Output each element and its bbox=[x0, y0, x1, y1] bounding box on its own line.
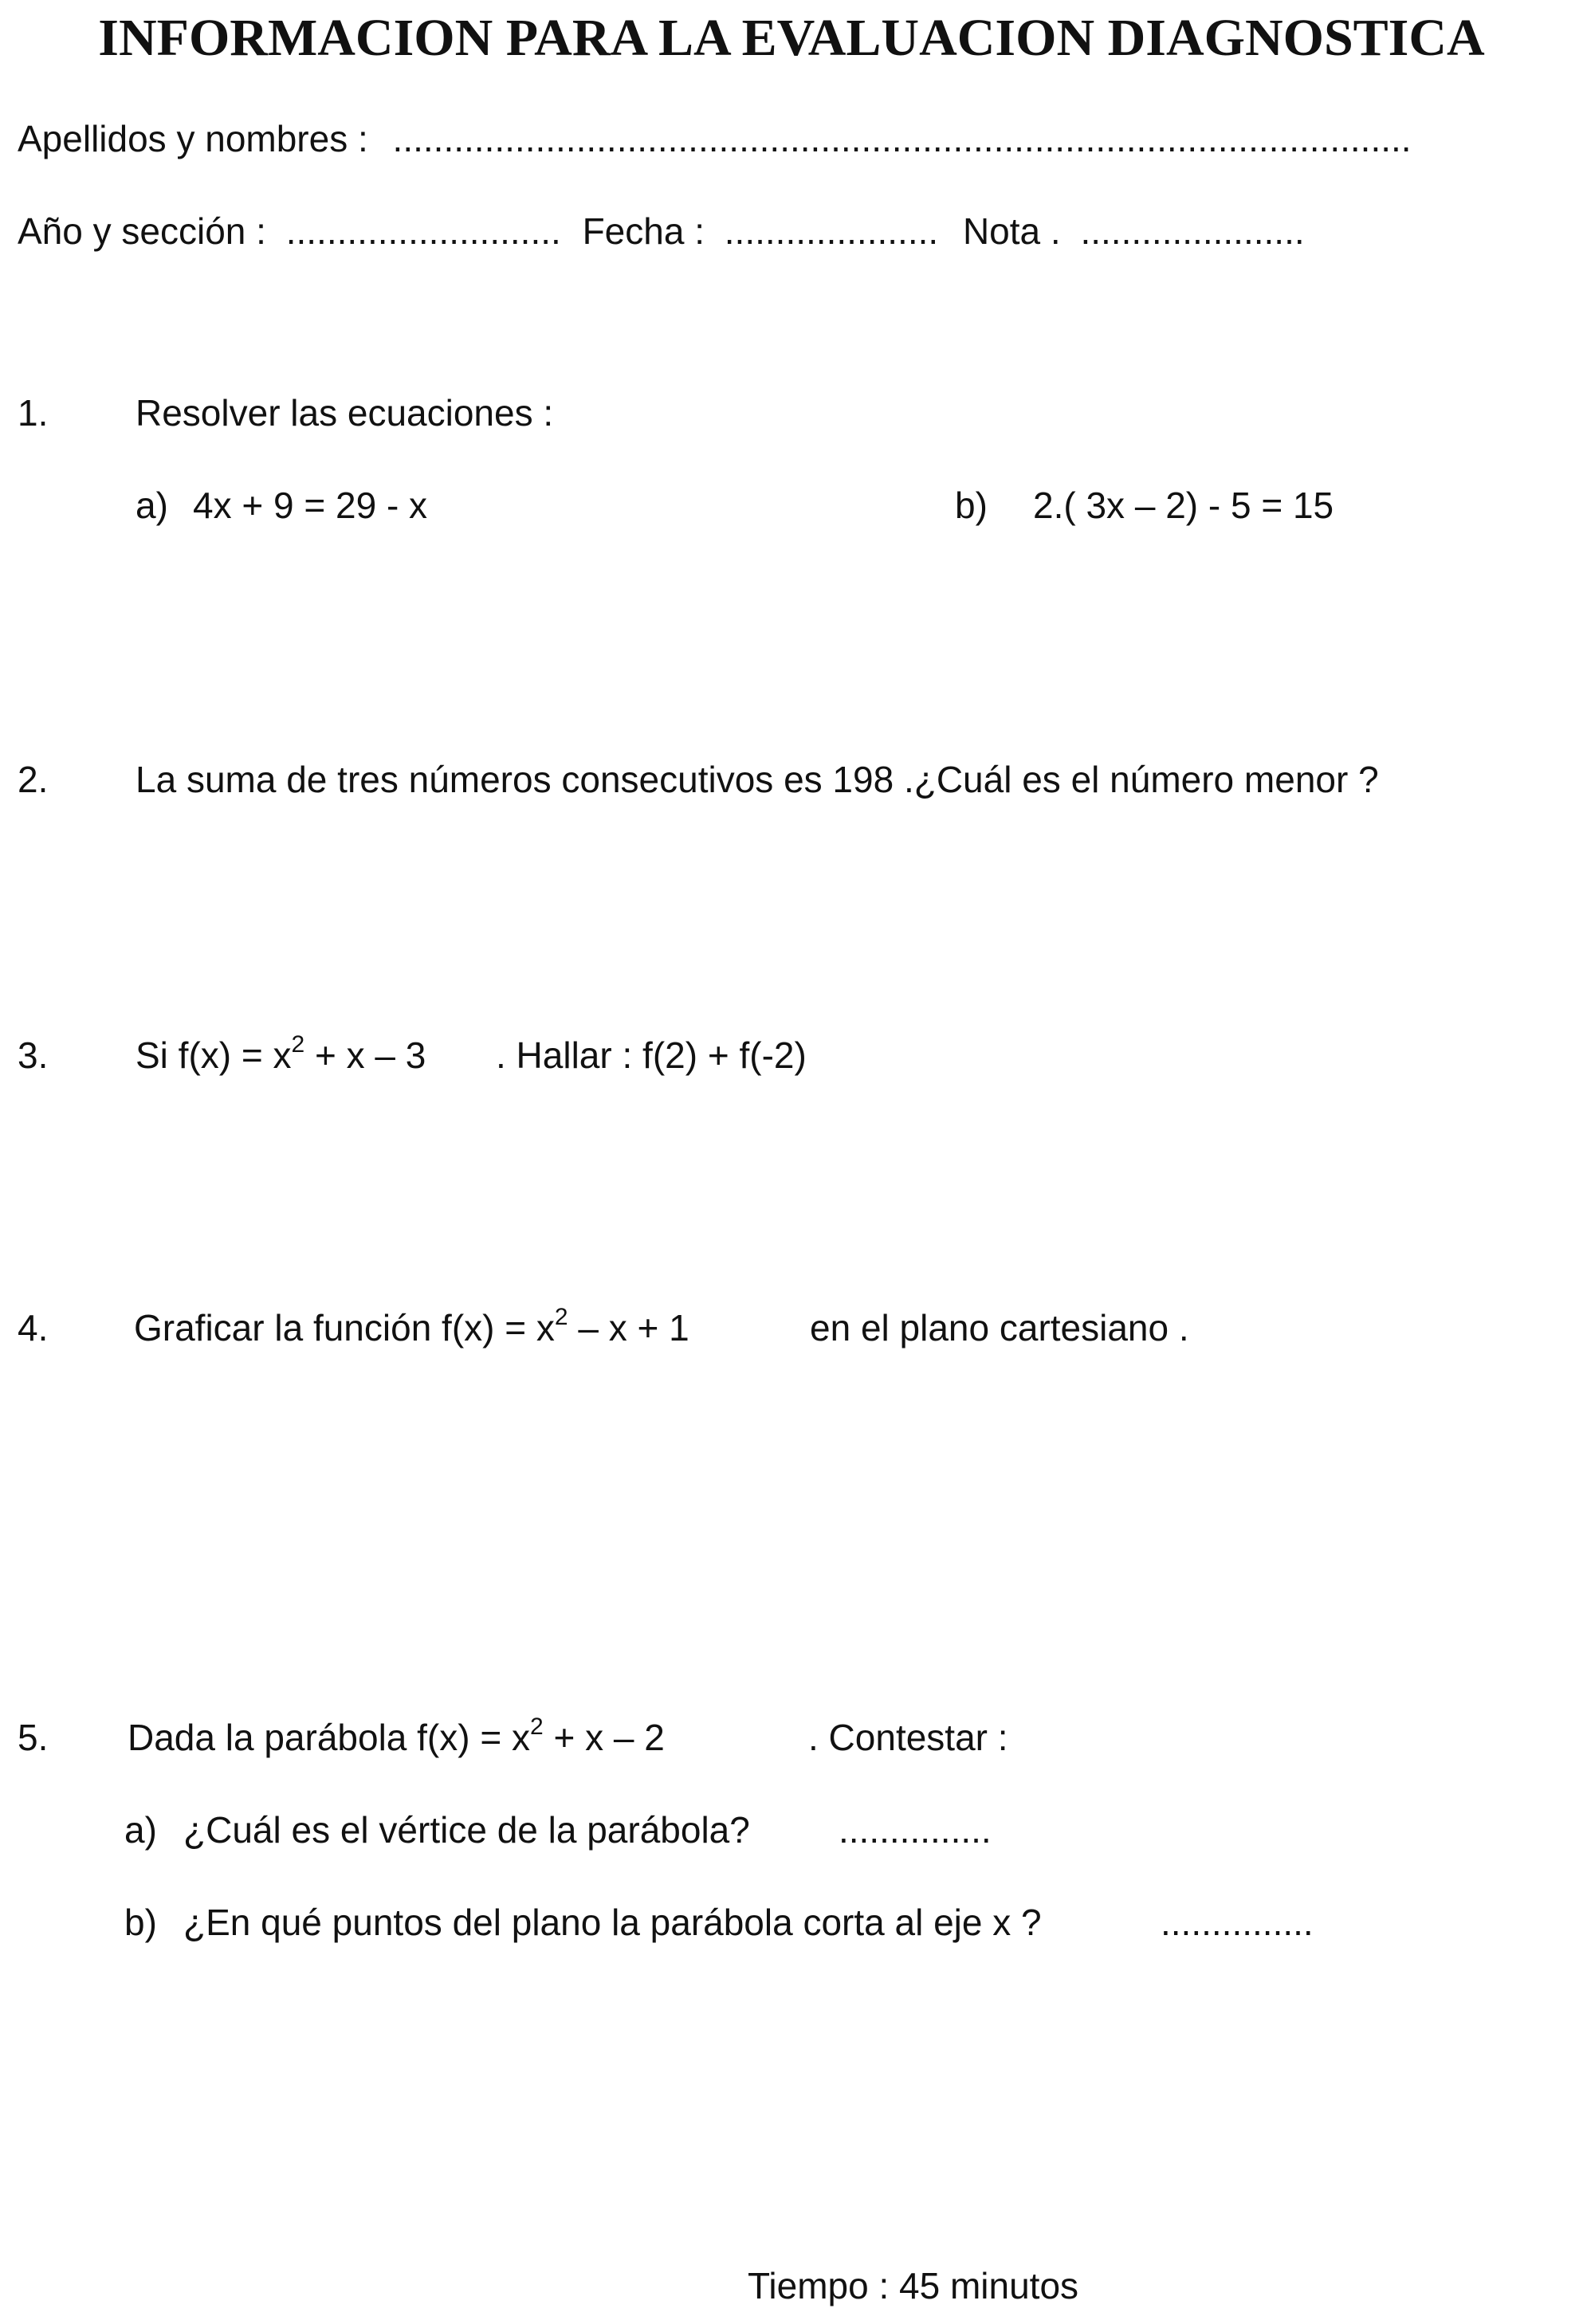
q3-expression-post: + x – 3 bbox=[304, 1034, 426, 1076]
time-footer: Tiempo : 45 minutos bbox=[748, 2265, 1079, 2306]
q5-b-label: b) bbox=[124, 1902, 157, 1943]
q1-a-equation: 4x + 9 = 29 - x bbox=[193, 485, 428, 526]
q3-expression bbox=[136, 1030, 426, 1078]
q5-tail: . Contestar : bbox=[808, 1717, 1008, 1758]
q4-exponent: 2 bbox=[554, 1303, 568, 1330]
q5-exponent: 2 bbox=[530, 1713, 544, 1740]
anio-label: Año y sección : bbox=[18, 210, 266, 252]
nota-label: Nota . bbox=[962, 210, 1061, 252]
fecha-label: Fecha : bbox=[582, 210, 705, 252]
anio-field[interactable]: ........................... bbox=[285, 210, 561, 252]
nota-field[interactable]: ...................... bbox=[1080, 210, 1305, 252]
q4-number: 4. bbox=[18, 1307, 49, 1348]
q1-a-label: a) bbox=[136, 485, 168, 526]
page-title: INFORMACION PARA LA EVALUACION DIAGNOSTICA bbox=[98, 9, 1485, 67]
q1-number: 1. bbox=[18, 392, 49, 434]
q4-expression bbox=[134, 1305, 689, 1350]
q5-b-answer-field[interactable]: ............... bbox=[1161, 1902, 1314, 1943]
q4-expression-pre: Graficar la función f(x) = x bbox=[134, 1307, 555, 1348]
q3-expression-pre: Si f(x) = x bbox=[136, 1034, 292, 1076]
q3-tail: . Hallar : f(2) + f(-2) bbox=[496, 1034, 807, 1076]
apellidos-label: Apellidos y nombres : bbox=[18, 118, 368, 159]
q5-a-label: a) bbox=[124, 1809, 157, 1851]
q3-exponent: 2 bbox=[291, 1030, 305, 1058]
apellidos-row bbox=[18, 116, 1412, 161]
q2-text: La suma de tres números consecutivos es 198 .¿Cuál es el número menor ? bbox=[136, 759, 1379, 800]
anio-row bbox=[18, 209, 1305, 253]
q4-tail: en el plano cartesiano . bbox=[810, 1307, 1189, 1348]
q5-expression-pre: Dada la parábola f(x) = x bbox=[128, 1717, 530, 1758]
q5-a-text: ¿Cuál es el vértice de la parábola? bbox=[183, 1809, 750, 1851]
fecha-field[interactable]: ..................... bbox=[724, 210, 939, 252]
q5-expression bbox=[128, 1715, 665, 1760]
apellidos-field[interactable]: .................................................................................................... bbox=[392, 118, 1412, 159]
q3-number: 3. bbox=[18, 1034, 49, 1076]
q5-a-answer-field[interactable]: ............... bbox=[839, 1809, 992, 1851]
q1-b-label: b) bbox=[955, 485, 988, 526]
q5-number: 5. bbox=[18, 1717, 49, 1758]
q5-b-text: ¿En qué puntos del plano la parábola corta al eje x ? bbox=[183, 1902, 1042, 1943]
q1-text: Resolver las ecuaciones : bbox=[136, 392, 554, 434]
q1-b-equation: 2.( 3x – 2) - 5 = 15 bbox=[1033, 485, 1334, 526]
q5-expression-post: + x – 2 bbox=[543, 1717, 665, 1758]
q4-expression-post: – x + 1 bbox=[568, 1307, 689, 1348]
q2-number: 2. bbox=[18, 759, 49, 800]
